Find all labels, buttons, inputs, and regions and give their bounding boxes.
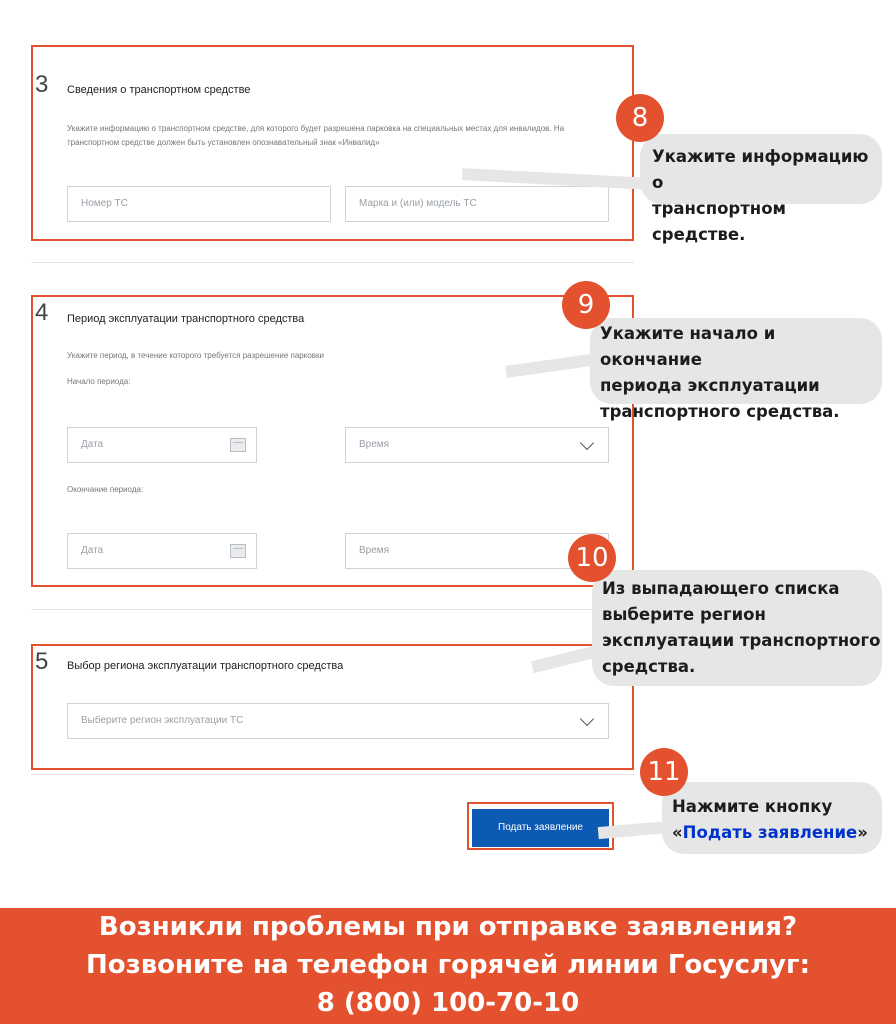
banner-line-2: Позвоните на телефон горячей линии Госуслуг: xyxy=(86,950,810,980)
section-description: Укажите информацию о транспортном средстве, для которого будет разрешена парковка на специальных местах для инвалидов. На транспортном средстве должен быть установлен опознавательный знак «Инвалид» xyxy=(67,124,565,147)
date-placeholder: Дата xyxy=(81,545,104,556)
calendar-icon[interactable] xyxy=(230,544,246,558)
period-section xyxy=(31,295,634,587)
vehicle-model-input[interactable]: Марка и (или) модель ТС xyxy=(345,186,609,222)
callout-line: выберите регион xyxy=(602,605,766,624)
step-badge-9: 9 xyxy=(562,281,610,329)
vehicle-number-input[interactable]: Номер ТС xyxy=(67,186,331,222)
callout-step-8 xyxy=(640,134,882,244)
region-select[interactable] xyxy=(67,703,609,739)
section-number: 5 xyxy=(35,648,49,675)
quote-close: » xyxy=(857,823,868,842)
banner-line-1: Возникли проблемы при отправке заявления? xyxy=(98,912,798,942)
submit-application-button[interactable]: Подать заявление xyxy=(472,809,609,847)
callout-line: Укажите начало и окончание xyxy=(600,324,776,369)
callout-step-10 xyxy=(592,570,882,686)
section-title: Период эксплуатации транспортного средства xyxy=(67,313,305,325)
section-number: 3 xyxy=(35,71,49,98)
vehicle-info-section xyxy=(31,45,634,241)
section-description: Укажите период, в течение которого требуется разрешение парковки xyxy=(67,351,324,360)
calendar-icon[interactable] xyxy=(230,438,246,452)
divider xyxy=(31,774,634,775)
step-badge-10: 10 xyxy=(568,534,616,582)
section-number: 4 xyxy=(35,299,49,326)
time-placeholder: Время xyxy=(359,439,390,450)
callout-step-11 xyxy=(662,782,882,854)
period-start-label: Начало периода: xyxy=(67,377,131,386)
date-placeholder: Дата xyxy=(81,439,104,450)
callout-line: средства. xyxy=(602,657,696,676)
time-placeholder: Время xyxy=(359,545,390,556)
divider xyxy=(31,262,634,263)
period-end-label: Окончание периода: xyxy=(67,485,144,494)
callout-line: эксплуатации транспортного xyxy=(602,631,881,650)
section-title: Сведения о транспортном средстве xyxy=(67,84,251,96)
divider xyxy=(31,609,634,610)
callout-line: транспортном средстве. xyxy=(652,199,787,244)
start-time-select[interactable] xyxy=(345,427,609,463)
step-badge-8: 8 xyxy=(616,94,664,142)
section-title: Выбор региона эксплуатации транспортного средства xyxy=(67,660,344,672)
hotline-phone: 8 (800) 100-70-10 xyxy=(316,988,580,1018)
callout-line: Нажмите кнопку xyxy=(672,797,833,816)
callout-line: транспортного средства. xyxy=(600,402,840,421)
callout-step-9 xyxy=(590,318,882,421)
submit-link-text: Подать заявление xyxy=(682,823,858,842)
callout-line: периода эксплуатации xyxy=(600,376,820,395)
callout-line xyxy=(672,820,882,846)
end-date-input[interactable] xyxy=(67,533,257,569)
quote-open: « xyxy=(672,823,683,842)
hotline-banner xyxy=(0,908,896,1024)
chevron-down-icon[interactable] xyxy=(580,712,594,726)
chevron-down-icon[interactable] xyxy=(580,436,594,450)
callout-line: Укажите информацию о xyxy=(652,147,869,192)
region-placeholder: Выберите регион эксплуатации ТС xyxy=(81,715,244,726)
step-badge-11: 11 xyxy=(640,748,688,796)
callout-line: Из выпадающего списка xyxy=(602,579,840,598)
start-date-input[interactable] xyxy=(67,427,257,463)
